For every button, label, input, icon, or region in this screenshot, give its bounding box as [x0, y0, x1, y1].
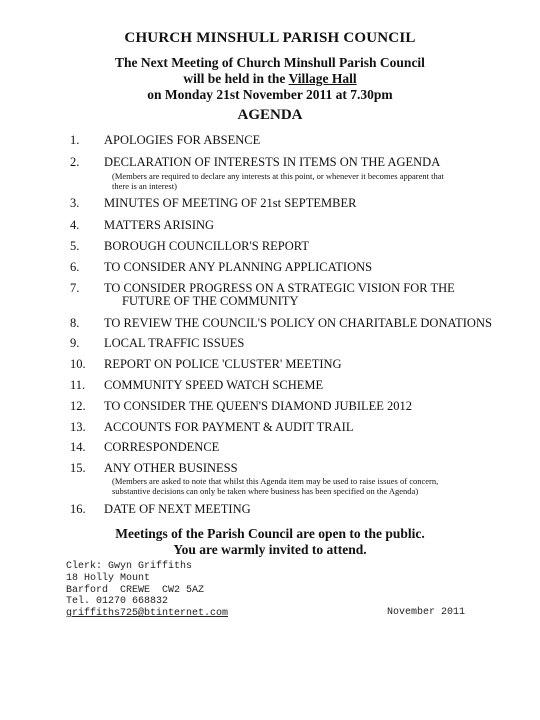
agenda-item-text: TO CONSIDER THE QUEEN'S DIAMOND JUBILEE 2012	[104, 399, 413, 413]
announcement-line-1: The Next Meeting of Church Minshull Parish Council	[115, 55, 425, 70]
agenda-item-number: 16.	[70, 502, 86, 516]
public-invitation-line-1: Meetings of the Parish Council are open to the public.	[115, 526, 425, 541]
clerk-email-link[interactable]: griffiths725@btinternet.com	[66, 608, 229, 620]
agenda-item-text: TO REVIEW THE COUNCIL'S POLICY ON CHARITABLE DONATIONS	[104, 316, 492, 330]
agenda-item-number: 14.	[70, 440, 86, 454]
public-invitation	[0, 526, 540, 558]
agenda-item-number: 7.	[70, 281, 80, 295]
agenda-item-text: REPORT ON POLICE 'CLUSTER' MEETING	[104, 357, 342, 371]
agenda-item-text: DATE OF NEXT MEETING	[104, 502, 251, 516]
announcement-line-3: on Monday 21st November 2011 at 7.30pm	[147, 87, 393, 102]
agenda-item-text: TO CONSIDER PROGRESS ON A STRATEGIC VISION FOR THE	[104, 281, 455, 295]
meeting-announcement	[0, 55, 540, 103]
agenda-item-text-continued: FUTURE OF THE COMMUNITY	[122, 294, 299, 308]
agenda-item-text: CORRESPONDENCE	[104, 440, 220, 454]
agenda-item-number: 6.	[70, 260, 80, 274]
agenda-item-text: TO CONSIDER ANY PLANNING APPLICATIONS	[104, 260, 373, 274]
agenda-item-text: MINUTES OF MEETING OF 21st SEPTEMBER	[104, 196, 357, 210]
clerk-name: Clerk: Gwyn Griffiths	[66, 561, 193, 572]
clerk-telephone: Tel. 01270 668832	[66, 596, 169, 608]
agenda-item-number: 15.	[70, 461, 86, 475]
agenda-item-text: APOLOGIES FOR ABSENCE	[104, 133, 261, 147]
agenda-item-text: MATTERS ARISING	[104, 218, 215, 232]
document-date: November 2011	[387, 607, 466, 618]
agenda-item-text: DECLARATION OF INTERESTS IN ITEMS ON THE AGENDA	[104, 155, 441, 169]
council-title: CHURCH MINSHULL PARISH COUNCIL	[124, 30, 416, 46]
agenda-item-number: 10.	[70, 357, 86, 371]
agenda-item-text: ANY OTHER BUSINESS	[104, 461, 238, 475]
agenda-item-text: LOCAL TRAFFIC ISSUES	[104, 336, 245, 350]
agenda-item-number: 9.	[70, 336, 80, 350]
public-invitation-line-2: You are warmly invited to attend.	[173, 542, 367, 557]
agenda-item-number: 13.	[70, 420, 86, 434]
clerk-contact	[66, 561, 228, 620]
agenda-item-text: COMMUNITY SPEED WATCH SCHEME	[104, 378, 324, 392]
announcement-venue: Village Hall	[288, 71, 357, 86]
agenda-item-number: 12.	[70, 399, 86, 413]
agenda-item-number: 11.	[70, 378, 86, 392]
agenda-item-text: BOROUGH COUNCILLOR'S REPORT	[104, 239, 309, 253]
agenda-item-number: 5.	[70, 239, 80, 253]
agenda-item-number: 1.	[70, 133, 80, 147]
announcement-line-2	[0, 71, 540, 87]
agenda-item-number: 2.	[70, 155, 80, 169]
agenda-heading: AGENDA	[237, 107, 303, 123]
agenda-item-text: ACCOUNTS FOR PAYMENT & AUDIT TRAIL	[104, 420, 354, 434]
agenda-item-number: 8.	[70, 316, 80, 330]
agenda-item-number: 3.	[70, 196, 80, 210]
agenda-item-note: (Members are asked to note that whilst this Agenda item may be used to raise issues of concern, substantive decisions can only be taken where business has been specified on the Agenda)	[112, 476, 439, 496]
announcement-venue-prefix: will be held in the	[183, 71, 289, 86]
clerk-address-line-2: Barford CREWE CW2 5AZ	[66, 584, 205, 596]
agenda-item-number: 4.	[70, 218, 80, 232]
agenda-item-note: (Members are required to declare any interests at this point, or whenever it becomes apparent that there is an interest)	[112, 171, 444, 191]
clerk-address-line-1: 18 Holly Mount	[66, 572, 151, 584]
